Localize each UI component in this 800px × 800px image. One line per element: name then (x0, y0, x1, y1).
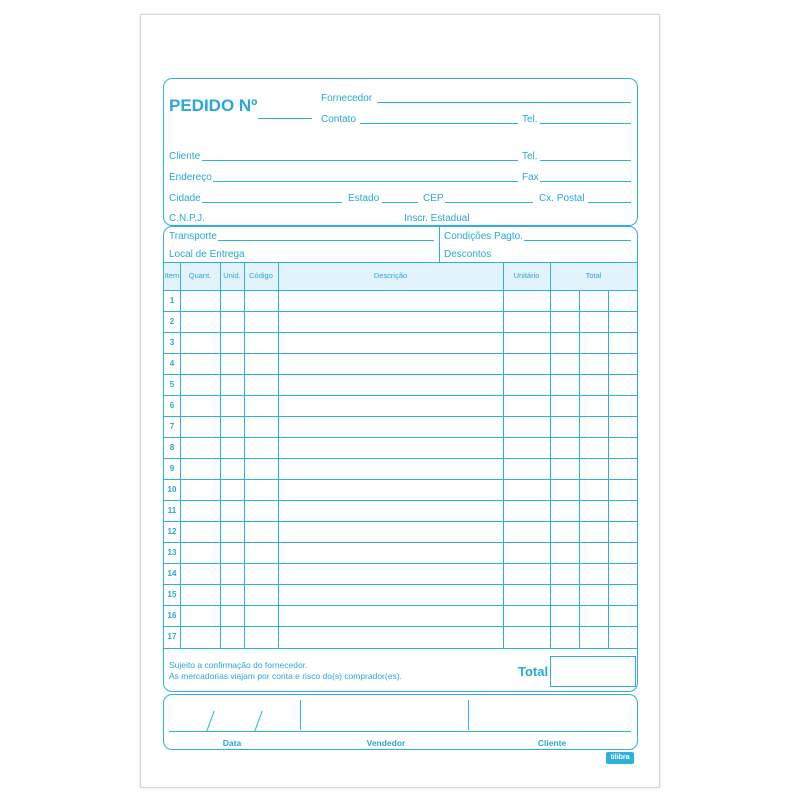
discounts-label: Descontos (444, 249, 492, 260)
row-number: 13 (167, 548, 177, 557)
phone-label-2: Tel. (522, 151, 538, 162)
phone-field-1[interactable] (540, 123, 631, 124)
table-row[interactable] (180, 626, 637, 647)
col-header-total: Total (585, 271, 602, 280)
col-header-item: Item (164, 271, 180, 280)
row-number: 2 (169, 317, 175, 326)
sig-divider-2 (468, 700, 469, 730)
client-label: Cliente (169, 151, 201, 162)
row-number: 1 (169, 296, 175, 305)
order-number-field[interactable] (258, 118, 312, 119)
state-registration-label: Inscr. Estadual (404, 213, 470, 224)
po-box-field[interactable] (588, 202, 631, 203)
col-header-unit: Unid. (223, 271, 241, 280)
signature-baseline (169, 731, 631, 732)
row-number: 7 (169, 422, 175, 431)
table-row[interactable] (180, 332, 637, 353)
phone-label-1: Tel. (522, 114, 538, 125)
table-row[interactable] (180, 458, 637, 479)
row-number: 10 (167, 485, 177, 494)
table-row[interactable] (180, 374, 637, 395)
zip-label: CEP (423, 193, 444, 204)
row-number: 16 (167, 611, 177, 620)
client-field[interactable] (202, 160, 518, 161)
table-bottom-border (164, 648, 637, 649)
row-number: 5 (169, 380, 175, 389)
fax-field[interactable] (540, 181, 631, 182)
col-header-description: Descrição (373, 271, 408, 280)
row-number: 17 (167, 632, 177, 641)
payment-terms-label: Condições Pagto. (444, 231, 523, 242)
col-header-unit-price: Unitário (513, 271, 540, 280)
fax-label: Fax (522, 172, 539, 183)
row-number: 11 (167, 506, 177, 515)
supplier-label: Fornecedor (321, 93, 373, 104)
col-header-code: Código (249, 271, 273, 280)
contact-field[interactable] (360, 123, 518, 124)
city-label: Cidade (169, 193, 201, 204)
row-number: 14 (167, 569, 177, 578)
contact-label: Contato (321, 114, 357, 125)
phone-field-2[interactable] (540, 160, 631, 161)
row-number: 6 (169, 401, 175, 410)
shipping-risk-note: As mercadorias viajam por conta e risco do(s) comprador(es). (169, 671, 402, 681)
row-number: 8 (169, 443, 175, 452)
table-row[interactable] (180, 584, 637, 605)
grand-total-field[interactable] (550, 656, 636, 687)
seller-signature-field[interactable] (303, 700, 465, 730)
table-row[interactable] (180, 353, 637, 374)
city-field[interactable] (202, 202, 342, 203)
confirmation-note: Sujeito a confirmação do fornecedor. (169, 660, 308, 670)
shipping-divider (439, 227, 440, 262)
sig-divider-1 (300, 700, 301, 730)
date-field[interactable] (169, 700, 297, 730)
col-header-quantity: Quant. (188, 271, 212, 280)
seller-label: Vendedor (366, 738, 406, 748)
table-row[interactable] (180, 416, 637, 437)
table-row[interactable] (180, 479, 637, 500)
delivery-place-label: Local de Entrega (169, 249, 245, 260)
table-row[interactable] (180, 605, 637, 626)
cnpj-label: C.N.P.J. (169, 213, 205, 224)
order-number-title: PEDIDO Nº (169, 96, 258, 115)
row-number: 3 (169, 338, 175, 347)
row-number: 15 (167, 590, 177, 599)
address-field[interactable] (213, 181, 518, 182)
table-row[interactable] (180, 563, 637, 584)
table-row[interactable] (180, 542, 637, 563)
row-number: 4 (169, 359, 175, 368)
transport-field[interactable] (218, 240, 434, 241)
table-row[interactable] (180, 437, 637, 458)
transport-label: Transporte (169, 231, 217, 242)
table-row[interactable] (180, 290, 637, 311)
table-row[interactable] (180, 311, 637, 332)
table-row[interactable] (180, 500, 637, 521)
row-number: 12 (167, 527, 177, 536)
grand-total-label: Total (518, 664, 549, 679)
row-number: 9 (169, 464, 175, 473)
po-box-label: Cx. Postal (539, 193, 585, 204)
state-field[interactable] (382, 202, 418, 203)
payment-terms-field[interactable] (524, 240, 631, 241)
state-label: Estado (348, 193, 380, 204)
table-row[interactable] (180, 521, 637, 542)
date-label: Data (222, 738, 242, 748)
table-row[interactable] (180, 395, 637, 416)
brand-logo: tilibra (606, 752, 634, 764)
table-top-border (164, 262, 637, 263)
client-signature-label: Cliente (537, 738, 567, 748)
client-signature-field[interactable] (471, 700, 631, 730)
address-label: Endereço (169, 172, 212, 183)
zip-field[interactable] (445, 202, 533, 203)
supplier-field[interactable] (377, 102, 631, 103)
